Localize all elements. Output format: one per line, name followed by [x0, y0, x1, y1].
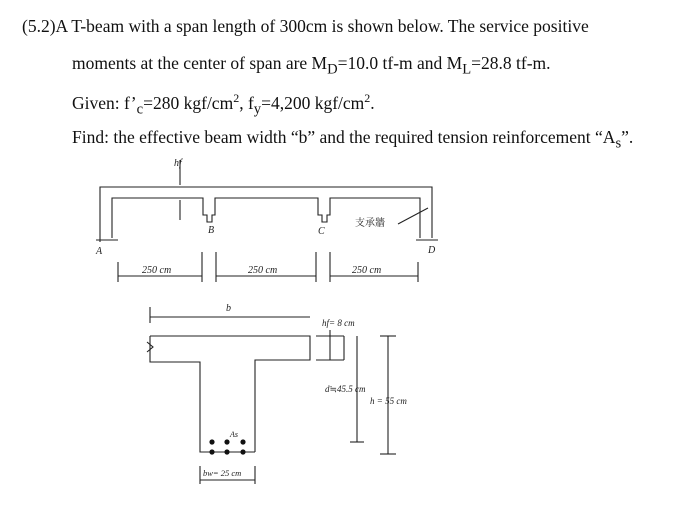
support-c-label: C [318, 226, 325, 237]
support-a-label: A [96, 246, 103, 257]
span-label-2: 250 cm [248, 265, 278, 276]
given-prefix: Given: f’ [72, 92, 137, 113]
moments-end: =28.8 tf-m. [471, 53, 551, 73]
as-subscript: s [615, 135, 622, 152]
rebar-dot [224, 449, 229, 454]
fc-unit-power: 2 [233, 91, 240, 105]
plan-view [96, 160, 438, 282]
slab-outline [100, 187, 432, 242]
rebar-dot [240, 449, 245, 454]
as-label: As [230, 430, 238, 439]
support-wall-label: 支承牆 [355, 218, 385, 229]
find-end: ”. [621, 127, 634, 147]
ml-subscript: L [462, 61, 472, 78]
h-label: h = 55 cm [370, 396, 407, 406]
problem-intro: A T-beam with a span length of 300cm is shown below. The service positive [55, 16, 589, 36]
fc-subscript: c [136, 101, 144, 118]
support-d-label: D [428, 245, 436, 256]
find-text: Find: the effective beam width “b” and the required tension reinforcement “A [72, 127, 616, 147]
section-view [147, 307, 396, 484]
given-end: . [370, 92, 375, 113]
rebar-dot [240, 439, 245, 444]
md-subscript: D [327, 61, 338, 78]
fy-unit-power: 2 [364, 91, 371, 105]
span-label-1: 250 cm [142, 265, 172, 276]
fc-value: =280 kgf/cm [143, 92, 234, 113]
hf-plan-label: hf [174, 158, 182, 169]
rebar-dot [224, 439, 229, 444]
problem-number: (5.2) [22, 16, 56, 36]
span-label-3: 250 cm [352, 265, 382, 276]
flange-left [150, 336, 255, 452]
rebar-dot [209, 449, 214, 454]
hf-section-label: hf= 8 cm [322, 318, 355, 328]
bw-label: bw= 25 cm [203, 468, 242, 478]
wall-leader [398, 208, 428, 224]
b-label: b [226, 303, 231, 314]
fy-subscript: y [253, 101, 262, 118]
support-b-label: B [208, 225, 215, 236]
d-label: d≒45.5 cm [325, 384, 366, 394]
moments-mid: =10.0 tf-m and M [337, 53, 463, 73]
fy-value: =4,200 kgf/cm [261, 92, 365, 113]
moments-text: moments at the center of span are M [72, 53, 328, 73]
rebar-dot [209, 439, 214, 444]
fy-prefix: , f [239, 92, 254, 113]
